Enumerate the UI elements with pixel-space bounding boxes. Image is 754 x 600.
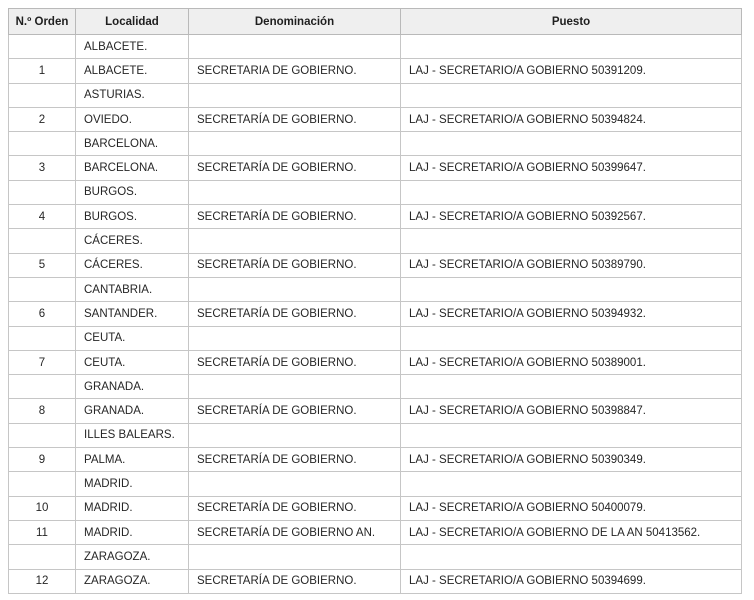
cell-localidad: CÁCERES. bbox=[76, 229, 189, 253]
table-row bbox=[9, 107, 742, 131]
table-row bbox=[9, 253, 742, 277]
cell-denominacion bbox=[189, 277, 401, 301]
column-header-denominacion: Denominación bbox=[189, 9, 401, 35]
cell-denominacion bbox=[189, 545, 401, 569]
cell-denominacion bbox=[189, 326, 401, 350]
cell-localidad: OVIEDO. bbox=[76, 107, 189, 131]
cell-denominacion: SECRETARÍA DE GOBIERNO. bbox=[189, 496, 401, 520]
cell-denominacion: SECRETARÍA DE GOBIERNO. bbox=[189, 302, 401, 326]
cell-localidad: ASTURIAS. bbox=[76, 83, 189, 107]
cell-localidad: BARCELONA. bbox=[76, 132, 189, 156]
header-row bbox=[9, 9, 742, 35]
cell-puesto bbox=[401, 277, 742, 301]
cell-localidad: BARCELONA. bbox=[76, 156, 189, 180]
table-row bbox=[9, 423, 742, 447]
cell-localidad: PALMA. bbox=[76, 448, 189, 472]
cell-orden bbox=[9, 472, 76, 496]
cell-localidad: GRANADA. bbox=[76, 399, 189, 423]
table-row bbox=[9, 496, 742, 520]
cell-orden: 8 bbox=[9, 399, 76, 423]
cell-orden bbox=[9, 229, 76, 253]
table-row bbox=[9, 205, 742, 229]
cell-localidad: MADRID. bbox=[76, 496, 189, 520]
cell-orden: 10 bbox=[9, 496, 76, 520]
cell-denominacion: SECRETARÍA DE GOBIERNO. bbox=[189, 399, 401, 423]
cell-denominacion: SECRETARÍA DE GOBIERNO. bbox=[189, 448, 401, 472]
cell-localidad: ALBACETE. bbox=[76, 35, 189, 59]
cell-puesto: LAJ - SECRETARIO/A GOBIERNO 50389790. bbox=[401, 253, 742, 277]
cell-puesto bbox=[401, 326, 742, 350]
cell-orden: 6 bbox=[9, 302, 76, 326]
table-row bbox=[9, 520, 742, 544]
table-row bbox=[9, 350, 742, 374]
cell-denominacion: SECRETARÍA DE GOBIERNO. bbox=[189, 156, 401, 180]
cell-puesto: LAJ - SECRETARIO/A GOBIERNO 50399647. bbox=[401, 156, 742, 180]
cell-orden bbox=[9, 375, 76, 399]
cell-localidad: MADRID. bbox=[76, 520, 189, 544]
table-row bbox=[9, 569, 742, 593]
cell-orden bbox=[9, 326, 76, 350]
table-row bbox=[9, 229, 742, 253]
table-header bbox=[9, 9, 742, 35]
cell-puesto: LAJ - SECRETARIO/A GOBIERNO 50398847. bbox=[401, 399, 742, 423]
cell-orden: 1 bbox=[9, 59, 76, 83]
cell-puesto bbox=[401, 229, 742, 253]
cell-puesto bbox=[401, 132, 742, 156]
cell-orden bbox=[9, 83, 76, 107]
cell-orden bbox=[9, 35, 76, 59]
cell-localidad: ZARAGOZA. bbox=[76, 545, 189, 569]
cell-orden bbox=[9, 180, 76, 204]
column-header-localidad: Localidad bbox=[76, 9, 189, 35]
cell-puesto bbox=[401, 375, 742, 399]
cell-orden: 2 bbox=[9, 107, 76, 131]
cell-orden: 11 bbox=[9, 520, 76, 544]
cell-localidad: BURGOS. bbox=[76, 205, 189, 229]
cell-puesto bbox=[401, 545, 742, 569]
cell-denominacion: SECRETARIA DE GOBIERNO. bbox=[189, 59, 401, 83]
cell-orden: 12 bbox=[9, 569, 76, 593]
table-row bbox=[9, 375, 742, 399]
cell-denominacion: SECRETARÍA DE GOBIERNO. bbox=[189, 107, 401, 131]
cell-puesto: LAJ - SECRETARIO/A GOBIERNO 50394699. bbox=[401, 569, 742, 593]
table-row bbox=[9, 326, 742, 350]
cell-localidad: GRANADA. bbox=[76, 375, 189, 399]
cell-puesto bbox=[401, 423, 742, 447]
cell-orden bbox=[9, 545, 76, 569]
cell-localidad: ZARAGOZA. bbox=[76, 569, 189, 593]
cell-localidad: BURGOS. bbox=[76, 180, 189, 204]
cell-orden: 7 bbox=[9, 350, 76, 374]
cell-denominacion: SECRETARÍA DE GOBIERNO AN. bbox=[189, 520, 401, 544]
cell-denominacion bbox=[189, 35, 401, 59]
document-table-container bbox=[8, 8, 742, 594]
cell-puesto bbox=[401, 180, 742, 204]
table-row bbox=[9, 472, 742, 496]
column-header-orden: N.º Orden bbox=[9, 9, 76, 35]
cell-denominacion: SECRETARÍA DE GOBIERNO. bbox=[189, 253, 401, 277]
cell-puesto: LAJ - SECRETARIO/A GOBIERNO 50391209. bbox=[401, 59, 742, 83]
puestos-table bbox=[8, 8, 742, 594]
table-body bbox=[9, 35, 742, 594]
cell-puesto bbox=[401, 472, 742, 496]
cell-denominacion bbox=[189, 229, 401, 253]
cell-denominacion: SECRETARÍA DE GOBIERNO. bbox=[189, 569, 401, 593]
table-row bbox=[9, 156, 742, 180]
cell-localidad: CANTABRIA. bbox=[76, 277, 189, 301]
cell-puesto: LAJ - SECRETARIO/A GOBIERNO 50389001. bbox=[401, 350, 742, 374]
cell-localidad: ALBACETE. bbox=[76, 59, 189, 83]
table-row bbox=[9, 83, 742, 107]
cell-localidad: CÁCERES. bbox=[76, 253, 189, 277]
table-row bbox=[9, 132, 742, 156]
cell-denominacion bbox=[189, 132, 401, 156]
table-row bbox=[9, 302, 742, 326]
cell-denominacion: SECRETARÍA DE GOBIERNO. bbox=[189, 205, 401, 229]
table-row bbox=[9, 35, 742, 59]
cell-localidad: SANTANDER. bbox=[76, 302, 189, 326]
cell-localidad: ILLES BALEARS. bbox=[76, 423, 189, 447]
cell-puesto: LAJ - SECRETARIO/A GOBIERNO 50394932. bbox=[401, 302, 742, 326]
cell-denominacion bbox=[189, 180, 401, 204]
column-header-puesto: Puesto bbox=[401, 9, 742, 35]
cell-puesto bbox=[401, 35, 742, 59]
table-row bbox=[9, 180, 742, 204]
cell-orden bbox=[9, 132, 76, 156]
cell-localidad: MADRID. bbox=[76, 472, 189, 496]
table-row bbox=[9, 448, 742, 472]
cell-denominacion bbox=[189, 472, 401, 496]
cell-localidad: CEUTA. bbox=[76, 326, 189, 350]
cell-orden: 9 bbox=[9, 448, 76, 472]
cell-orden: 3 bbox=[9, 156, 76, 180]
table-row bbox=[9, 59, 742, 83]
cell-puesto bbox=[401, 83, 742, 107]
cell-orden: 5 bbox=[9, 253, 76, 277]
cell-puesto: LAJ - SECRETARIO/A GOBIERNO 50394824. bbox=[401, 107, 742, 131]
cell-denominacion bbox=[189, 83, 401, 107]
cell-denominacion bbox=[189, 375, 401, 399]
cell-puesto: LAJ - SECRETARIO/A GOBIERNO 50390349. bbox=[401, 448, 742, 472]
cell-denominacion bbox=[189, 423, 401, 447]
cell-orden bbox=[9, 423, 76, 447]
cell-puesto: LAJ - SECRETARIO/A GOBIERNO DE LA AN 50413562. bbox=[401, 520, 742, 544]
cell-puesto: LAJ - SECRETARIO/A GOBIERNO 50392567. bbox=[401, 205, 742, 229]
table-row bbox=[9, 545, 742, 569]
cell-localidad: CEUTA. bbox=[76, 350, 189, 374]
cell-orden: 4 bbox=[9, 205, 76, 229]
table-row bbox=[9, 399, 742, 423]
cell-orden bbox=[9, 277, 76, 301]
table-row bbox=[9, 277, 742, 301]
cell-denominacion: SECRETARÍA DE GOBIERNO. bbox=[189, 350, 401, 374]
cell-puesto: LAJ - SECRETARIO/A GOBIERNO 50400079. bbox=[401, 496, 742, 520]
